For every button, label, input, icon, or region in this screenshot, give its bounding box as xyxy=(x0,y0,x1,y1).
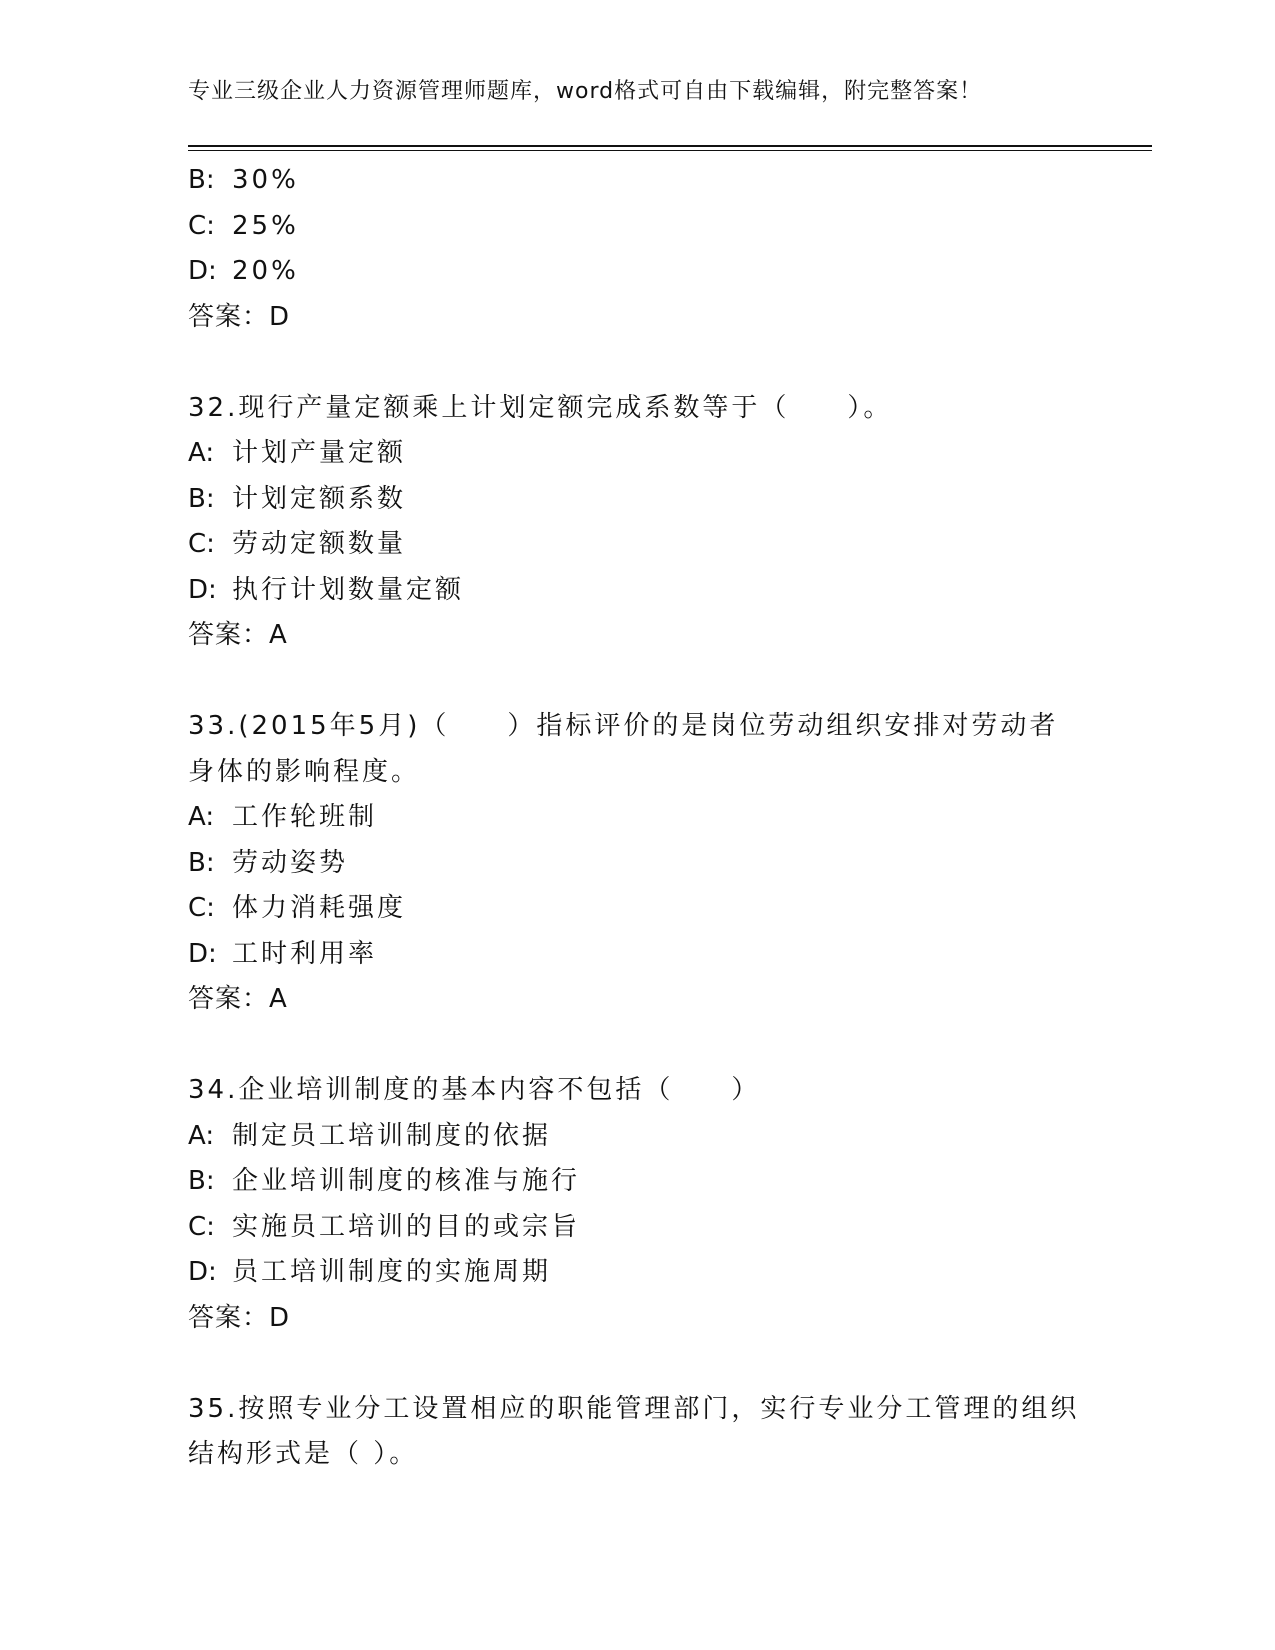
option-b: B: 计划定额系数 xyxy=(188,483,407,514)
question-32 xyxy=(188,386,1088,659)
question-stem-line-1: 33.(2015年5月)（ ）指标评价的是岗位劳动组织安排对劳动者 xyxy=(188,711,1059,741)
header-rule-thick xyxy=(188,145,1152,147)
option-d: D: 20% xyxy=(188,256,299,286)
spacer xyxy=(188,659,1088,705)
question-stem: 32.现行产量定额乘上计划定额完成系数等于（ ）。 xyxy=(188,392,893,423)
question-35 xyxy=(188,1387,1088,1478)
option-b: B: 劳动姿势 xyxy=(188,847,349,878)
document-header: 专业三级企业人力资源管理师题库，word格式可自由下载编辑，附完整答案！ xyxy=(188,79,983,104)
option-a: A: 计划产量定额 xyxy=(188,438,407,468)
option-b: B: 企业培训制度的核准与施行 xyxy=(188,1166,581,1196)
spacer xyxy=(188,340,1088,386)
spacer xyxy=(188,1341,1088,1387)
question-stem-line-2: 结构形式是（ ）。 xyxy=(188,1439,419,1469)
answer: 答案：D xyxy=(188,1302,291,1333)
option-c: C: 实施员工培训的目的或宗旨 xyxy=(188,1211,581,1242)
header-rule-thin xyxy=(188,150,1152,151)
option-d: D: 工时利用率 xyxy=(188,938,378,969)
option-d: D: 员工培训制度的实施周期 xyxy=(188,1257,552,1287)
question-34 xyxy=(188,1068,1088,1341)
option-c: C: 25% xyxy=(188,210,299,241)
question-list xyxy=(188,158,1088,1478)
answer: 答案：A xyxy=(188,984,288,1014)
answer: 答案：D xyxy=(188,301,291,332)
option-d: D: 执行计划数量定额 xyxy=(188,574,465,605)
option-c: C: 劳动定额数量 xyxy=(188,529,407,559)
question-31-continuation xyxy=(188,158,1088,340)
option-a: A: 工作轮班制 xyxy=(188,802,378,832)
question-stem: 34.企业培训制度的基本内容不包括（ ） xyxy=(188,1075,761,1105)
question-33 xyxy=(188,704,1088,1023)
option-c: C: 体力消耗强度 xyxy=(188,893,407,923)
option-a: A: 制定员工培训制度的依据 xyxy=(188,1120,552,1151)
question-stem-line-2: 身体的影响程度。 xyxy=(188,756,421,787)
option-b: B: 30% xyxy=(188,165,299,195)
question-stem-line-1: 35.按照专业分工设置相应的职能管理部门，实行专业分工管理的组织 xyxy=(188,1393,1080,1424)
spacer xyxy=(188,1023,1088,1069)
answer: 答案：A xyxy=(188,620,288,650)
